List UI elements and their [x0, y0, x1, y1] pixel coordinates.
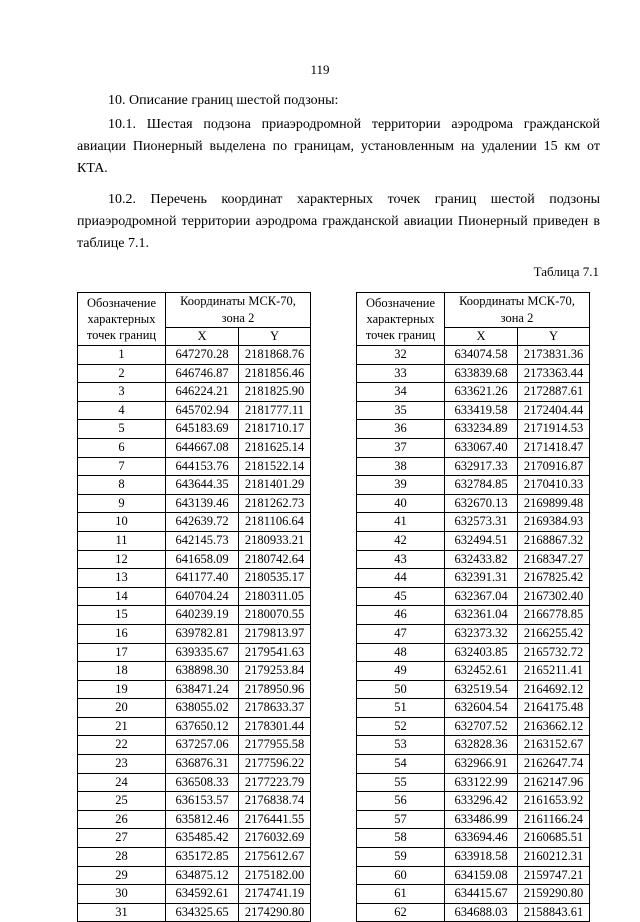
- coord-y: 2174290.80: [239, 903, 311, 922]
- point-id: 13: [78, 569, 166, 588]
- coord-y: 2168867.32: [518, 531, 590, 550]
- coord-x: 639782.81: [166, 624, 239, 643]
- table-row: [78, 773, 311, 792]
- coord-y: 2181710.17: [239, 420, 311, 439]
- header-coordinates: Координаты МСК-70, зона 2: [445, 293, 590, 328]
- point-id: 5: [78, 420, 166, 439]
- table-row: [357, 438, 590, 457]
- table-row: [357, 401, 590, 420]
- coord-x: 638055.02: [166, 699, 239, 718]
- point-id: 34: [357, 383, 445, 402]
- table-row: [357, 903, 590, 922]
- table-row: [357, 383, 590, 402]
- coord-x: 636153.57: [166, 792, 239, 811]
- coord-x: 633122.99: [445, 773, 518, 792]
- coord-x: 635812.46: [166, 810, 239, 829]
- table-row: [357, 624, 590, 643]
- point-id: 61: [357, 885, 445, 904]
- table-row: [357, 848, 590, 867]
- point-id: 62: [357, 903, 445, 922]
- point-id: 44: [357, 569, 445, 588]
- header-point-label: Обозначение характерных точек границ: [357, 293, 445, 346]
- point-id: 52: [357, 717, 445, 736]
- point-id: 4: [78, 401, 166, 420]
- point-id: 2: [78, 364, 166, 383]
- coord-y: 2181868.76: [239, 346, 311, 365]
- coord-x: 634415.67: [445, 885, 518, 904]
- point-id: 47: [357, 624, 445, 643]
- table-row: [357, 569, 590, 588]
- coord-y: 2165732.72: [518, 643, 590, 662]
- coord-x: 636508.33: [166, 773, 239, 792]
- table-row: [78, 866, 311, 885]
- table-row: [357, 662, 590, 681]
- point-id: 10: [78, 513, 166, 532]
- table-row: [357, 420, 590, 439]
- point-id: 23: [78, 755, 166, 774]
- coord-x: 633419.58: [445, 401, 518, 420]
- point-id: 55: [357, 773, 445, 792]
- coord-y: 2178950.96: [239, 680, 311, 699]
- coord-y: 2181856.46: [239, 364, 311, 383]
- point-id: 33: [357, 364, 445, 383]
- coord-y: 2181625.14: [239, 438, 311, 457]
- table-row: [78, 457, 311, 476]
- point-id: 43: [357, 550, 445, 569]
- coord-x: 633067.40: [445, 438, 518, 457]
- table-body-right: [357, 346, 590, 922]
- point-id: 6: [78, 438, 166, 457]
- table-caption: Таблица 7.1: [533, 264, 599, 279]
- header-point-label: Обозначение характерных точек границ: [78, 293, 166, 346]
- point-id: 14: [78, 587, 166, 606]
- header-y: Y: [239, 328, 311, 346]
- header-x: X: [445, 328, 518, 346]
- coord-x: 632707.52: [445, 717, 518, 736]
- table-row: [357, 773, 590, 792]
- coord-x: 634592.61: [166, 885, 239, 904]
- table-row: [78, 383, 311, 402]
- table-row: [357, 736, 590, 755]
- point-id: 32: [357, 346, 445, 365]
- coord-x: 632433.82: [445, 550, 518, 569]
- coord-x: 643139.46: [166, 494, 239, 513]
- point-id: 1: [78, 346, 166, 365]
- coord-y: 2179813.97: [239, 624, 311, 643]
- section-heading: 10. Описание границ шестой подзоны:: [108, 93, 339, 108]
- table-row: [357, 810, 590, 829]
- coord-x: 647270.28: [166, 346, 239, 365]
- coord-x: 636876.31: [166, 755, 239, 774]
- point-id: 40: [357, 494, 445, 513]
- coord-x: 632966.91: [445, 755, 518, 774]
- coord-x: 632519.54: [445, 680, 518, 699]
- coord-x: 634159.08: [445, 866, 518, 885]
- coord-x: 646224.21: [166, 383, 239, 402]
- coord-x: 645183.69: [166, 420, 239, 439]
- table-row: [357, 606, 590, 625]
- coord-y: 2163662.12: [518, 717, 590, 736]
- point-id: 7: [78, 457, 166, 476]
- table-row: [357, 513, 590, 532]
- paragraph-coordinate-list: 10.2. Перечень координат характерных точек границ шестой подзоны приаэродромной территории аэродрома гражданской авиации Пионерный приведен в таблице 7.1.: [77, 192, 600, 251]
- point-id: 49: [357, 662, 445, 681]
- table-row: [78, 848, 311, 867]
- coord-y: 2171914.53: [518, 420, 590, 439]
- point-id: 29: [78, 866, 166, 885]
- point-id: 46: [357, 606, 445, 625]
- point-id: 60: [357, 866, 445, 885]
- point-id: 27: [78, 829, 166, 848]
- coord-x: 633621.26: [445, 383, 518, 402]
- coord-y: 2170916.87: [518, 457, 590, 476]
- coord-y: 2166778.85: [518, 606, 590, 625]
- coord-x: 637650.12: [166, 717, 239, 736]
- point-id: 39: [357, 476, 445, 495]
- table-body-left: [78, 346, 311, 922]
- point-id: 41: [357, 513, 445, 532]
- coord-x: 632784.85: [445, 476, 518, 495]
- point-id: 36: [357, 420, 445, 439]
- table-row: [78, 699, 311, 718]
- coord-y: 2170410.33: [518, 476, 590, 495]
- coordinates-table-left: [77, 292, 311, 922]
- coord-y: 2172887.61: [518, 383, 590, 402]
- table-row: [78, 550, 311, 569]
- coord-y: 2176441.55: [239, 810, 311, 829]
- coord-y: 2177223.79: [239, 773, 311, 792]
- coord-x: 634074.58: [445, 346, 518, 365]
- table-row: [357, 346, 590, 365]
- coord-y: 2181106.64: [239, 513, 311, 532]
- point-id: 9: [78, 494, 166, 513]
- coord-x: 635172.85: [166, 848, 239, 867]
- table-row: [357, 457, 590, 476]
- point-id: 53: [357, 736, 445, 755]
- table-row: [78, 810, 311, 829]
- coord-x: 643644.35: [166, 476, 239, 495]
- coord-x: 639335.67: [166, 643, 239, 662]
- table-row: [78, 717, 311, 736]
- coord-y: 2181777.11: [239, 401, 311, 420]
- point-id: 58: [357, 829, 445, 848]
- table-row: [78, 606, 311, 625]
- coord-x: 632403.85: [445, 643, 518, 662]
- coord-y: 2177955.58: [239, 736, 311, 755]
- coord-y: 2181401.29: [239, 476, 311, 495]
- point-id: 25: [78, 792, 166, 811]
- coord-x: 632494.51: [445, 531, 518, 550]
- coordinates-table-right: [356, 292, 590, 922]
- point-id: 48: [357, 643, 445, 662]
- coord-x: 644667.08: [166, 438, 239, 457]
- point-id: 11: [78, 531, 166, 550]
- coord-y: 2162147.96: [518, 773, 590, 792]
- coord-y: 2175612.67: [239, 848, 311, 867]
- point-id: 57: [357, 810, 445, 829]
- coord-y: 2160685.51: [518, 829, 590, 848]
- header-y: Y: [518, 328, 590, 346]
- coord-x: 632604.54: [445, 699, 518, 718]
- point-id: 38: [357, 457, 445, 476]
- point-id: 19: [78, 680, 166, 699]
- coord-y: 2171418.47: [518, 438, 590, 457]
- coord-y: 2173363.44: [518, 364, 590, 383]
- table-row: [357, 755, 590, 774]
- coord-x: 632361.04: [445, 606, 518, 625]
- coord-y: 2178301.44: [239, 717, 311, 736]
- coord-y: 2180070.55: [239, 606, 311, 625]
- table-row: [78, 587, 311, 606]
- point-id: 30: [78, 885, 166, 904]
- point-id: 12: [78, 550, 166, 569]
- table-row: [78, 364, 311, 383]
- coord-x: 632917.33: [445, 457, 518, 476]
- point-id: 56: [357, 792, 445, 811]
- coord-x: 632452.61: [445, 662, 518, 681]
- table-row: [78, 494, 311, 513]
- table-row: [78, 643, 311, 662]
- header-coordinates: Координаты МСК-70, зона 2: [166, 293, 311, 328]
- point-id: 15: [78, 606, 166, 625]
- table-row: [357, 364, 590, 383]
- table-row: [78, 420, 311, 439]
- coord-y: 2164175.48: [518, 699, 590, 718]
- coord-x: 634325.65: [166, 903, 239, 922]
- table-row: [78, 755, 311, 774]
- coord-x: 634875.12: [166, 866, 239, 885]
- paragraph-zone-description: 10.1. Шестая подзона приаэродромной территории аэродрома гражданской авиации Пионерный выделена по границам, установленным на удалении 15 км от КТА.: [77, 117, 600, 176]
- point-id: 24: [78, 773, 166, 792]
- table-row: [78, 680, 311, 699]
- coord-y: 2161653.92: [518, 792, 590, 811]
- coord-y: 2179253.84: [239, 662, 311, 681]
- coord-y: 2169899.48: [518, 494, 590, 513]
- table-row: [357, 587, 590, 606]
- page-number: 119: [310, 62, 330, 77]
- coord-x: 633839.68: [445, 364, 518, 383]
- point-id: 28: [78, 848, 166, 867]
- table-row: [357, 494, 590, 513]
- point-id: 54: [357, 755, 445, 774]
- coord-y: 2180933.21: [239, 531, 311, 550]
- coord-y: 2181262.73: [239, 494, 311, 513]
- coord-y: 2181522.14: [239, 457, 311, 476]
- coord-x: 640239.19: [166, 606, 239, 625]
- coord-y: 2159747.21: [518, 866, 590, 885]
- table-row: [357, 680, 590, 699]
- coord-x: 632373.32: [445, 624, 518, 643]
- point-id: 17: [78, 643, 166, 662]
- table-row: [78, 476, 311, 495]
- coord-x: 633486.99: [445, 810, 518, 829]
- point-id: 35: [357, 401, 445, 420]
- coord-x: 633296.42: [445, 792, 518, 811]
- table-row: [357, 643, 590, 662]
- coord-y: 2178633.37: [239, 699, 311, 718]
- point-id: 3: [78, 383, 166, 402]
- point-id: 8: [78, 476, 166, 495]
- coord-y: 2164692.12: [518, 680, 590, 699]
- coord-y: 2169384.93: [518, 513, 590, 532]
- point-id: 26: [78, 810, 166, 829]
- coord-x: 632367.04: [445, 587, 518, 606]
- table-row: [78, 438, 311, 457]
- coord-y: 2168347.27: [518, 550, 590, 569]
- coord-x: 633234.89: [445, 420, 518, 439]
- point-id: 18: [78, 662, 166, 681]
- coord-y: 2177596.22: [239, 755, 311, 774]
- point-id: 21: [78, 717, 166, 736]
- coord-y: 2174741.19: [239, 885, 311, 904]
- coord-y: 2180311.05: [239, 587, 311, 606]
- point-id: 37: [357, 438, 445, 457]
- coord-x: 632573.31: [445, 513, 518, 532]
- point-id: 20: [78, 699, 166, 718]
- table-row: [357, 531, 590, 550]
- coord-x: 638471.24: [166, 680, 239, 699]
- coord-x: 642639.72: [166, 513, 239, 532]
- table-row: [78, 792, 311, 811]
- coord-y: 2173831.36: [518, 346, 590, 365]
- coord-x: 633694.46: [445, 829, 518, 848]
- coord-x: 634688.03: [445, 903, 518, 922]
- coord-y: 2176838.74: [239, 792, 311, 811]
- coord-x: 633918.58: [445, 848, 518, 867]
- coord-x: 638898.30: [166, 662, 239, 681]
- coord-y: 2165211.41: [518, 662, 590, 681]
- coord-x: 645702.94: [166, 401, 239, 420]
- table-row: [78, 903, 311, 922]
- table-row: [78, 401, 311, 420]
- coord-y: 2176032.69: [239, 829, 311, 848]
- point-id: 31: [78, 903, 166, 922]
- coord-y: 2162647.74: [518, 755, 590, 774]
- point-id: 16: [78, 624, 166, 643]
- coord-y: 2179541.63: [239, 643, 311, 662]
- coord-y: 2175182.00: [239, 866, 311, 885]
- table-row: [357, 885, 590, 904]
- coord-y: 2161166.24: [518, 810, 590, 829]
- table-row: [357, 792, 590, 811]
- coord-x: 640704.24: [166, 587, 239, 606]
- table-row: [357, 699, 590, 718]
- table-row: [357, 550, 590, 569]
- coord-x: 635485.42: [166, 829, 239, 848]
- table-row: [78, 624, 311, 643]
- table-row: [357, 866, 590, 885]
- coord-x: 641658.09: [166, 550, 239, 569]
- table-row: [78, 346, 311, 365]
- coord-y: 2172404.44: [518, 401, 590, 420]
- point-id: 22: [78, 736, 166, 755]
- coord-y: 2167302.40: [518, 587, 590, 606]
- coord-x: 632670.13: [445, 494, 518, 513]
- table-row: [357, 829, 590, 848]
- point-id: 51: [357, 699, 445, 718]
- coord-x: 646746.87: [166, 364, 239, 383]
- coord-y: 2181825.90: [239, 383, 311, 402]
- table-row: [78, 885, 311, 904]
- point-id: 59: [357, 848, 445, 867]
- coord-y: 2167825.42: [518, 569, 590, 588]
- point-id: 50: [357, 680, 445, 699]
- coord-x: 632828.36: [445, 736, 518, 755]
- table-row: [357, 476, 590, 495]
- coord-x: 644153.76: [166, 457, 239, 476]
- table-row: [78, 531, 311, 550]
- header-x: X: [166, 328, 239, 346]
- coord-y: 2158843.61: [518, 903, 590, 922]
- table-row: [78, 829, 311, 848]
- table-row: [78, 569, 311, 588]
- coord-x: 632391.31: [445, 569, 518, 588]
- coord-y: 2166255.42: [518, 624, 590, 643]
- coord-y: 2180742.64: [239, 550, 311, 569]
- table-row: [357, 717, 590, 736]
- coord-y: 2163152.67: [518, 736, 590, 755]
- table-row: [78, 662, 311, 681]
- table-row: [78, 736, 311, 755]
- coord-x: 642145.73: [166, 531, 239, 550]
- coord-y: 2160212.31: [518, 848, 590, 867]
- point-id: 45: [357, 587, 445, 606]
- coord-x: 641177.40: [166, 569, 239, 588]
- coord-y: 2159290.80: [518, 885, 590, 904]
- table-row: [78, 513, 311, 532]
- point-id: 42: [357, 531, 445, 550]
- coord-y: 2180535.17: [239, 569, 311, 588]
- coord-x: 637257.06: [166, 736, 239, 755]
